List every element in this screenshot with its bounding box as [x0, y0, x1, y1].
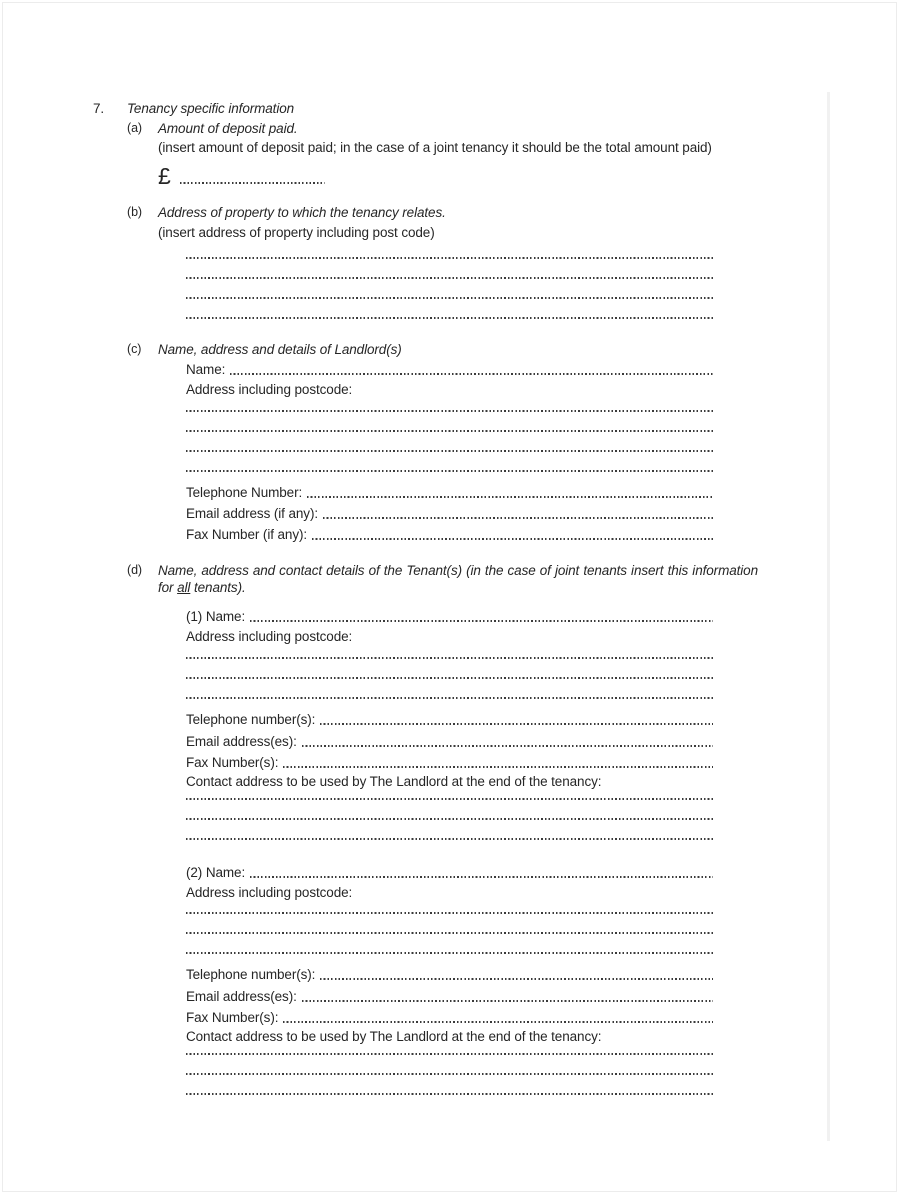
landlord-name-field [186, 361, 713, 378]
blank-line [283, 766, 713, 768]
tenant2-email-label: Email address(es): [186, 989, 297, 1004]
section-7 [93, 100, 758, 1095]
tenant2-name-field [186, 864, 713, 881]
blank-line [186, 430, 713, 432]
tenant2-email-field [186, 988, 713, 1005]
tenant1-email-label: Email address(es): [186, 734, 297, 749]
item-a-title: Amount of deposit paid. [158, 121, 298, 136]
blank-line [186, 410, 713, 412]
item-d-title-part2: tenants). [190, 580, 246, 595]
blank-line [302, 745, 713, 747]
section-heading [93, 100, 755, 117]
item-b-letter: (b) [127, 205, 142, 219]
item-b [127, 204, 755, 319]
blank-line [230, 373, 713, 375]
item-a-letter: (a) [127, 121, 142, 135]
blank-line [186, 1093, 713, 1095]
tenant2-name-label: (2) Name: [186, 865, 246, 880]
tenant1-contact-label: Contact address to be used by The Landlord at the end of the tenancy: [186, 774, 602, 789]
blank-line [320, 723, 713, 725]
section-number: 7. [93, 101, 105, 116]
tenant1-fax-label: Fax Number(s): [186, 755, 279, 770]
blank-line [307, 496, 713, 498]
tenant2-block [186, 864, 713, 1095]
blank-line [186, 297, 713, 299]
blank-line [186, 257, 713, 259]
item-d-title-underlined: all [177, 580, 191, 595]
item-d [127, 562, 758, 1095]
landlord-details-block [186, 361, 713, 543]
blank-line [320, 978, 713, 980]
tenant2-fax-field [186, 1009, 713, 1026]
tenant2-address-label: Address including postcode: [186, 885, 353, 900]
tenant2-contact-label: Contact address to be used by The Landlord at the end of the tenancy: [186, 1029, 602, 1044]
blank-line [312, 538, 713, 540]
landlord-name-label: Name: [186, 362, 226, 377]
blank-line [323, 517, 713, 519]
blank-line [186, 657, 713, 659]
landlord-email-field [186, 505, 713, 522]
landlord-telephone-field [186, 484, 713, 501]
item-d-title [158, 562, 758, 596]
tenant1-telephone-field [186, 711, 713, 728]
blank-line [302, 1000, 713, 1002]
item-d-title-part1: Name, address and contact details of the Tenant(s) (in the case of joint tenants insert this information for [158, 563, 758, 595]
landlord-address-label: Address including postcode: [186, 382, 353, 397]
landlord-telephone-label: Telephone Number: [186, 485, 303, 500]
item-c-letter: (c) [127, 342, 142, 356]
item-a [127, 120, 755, 188]
deposit-blank-line [180, 182, 325, 184]
landlord-fax-field [186, 526, 713, 543]
tenant1-fax-field [186, 754, 713, 771]
item-b-note: (insert address of property including post code) [158, 225, 435, 240]
scan-edge-artifact [827, 92, 830, 1141]
tenant1-email-field [186, 733, 713, 750]
blank-line [250, 620, 713, 622]
landlord-email-label: Email address (if any): [186, 506, 318, 521]
blank-line [186, 952, 713, 954]
section-title: Tenancy specific information [127, 101, 295, 116]
item-c-title: Name, address and details of Landlord(s) [158, 342, 402, 357]
blank-line [186, 818, 713, 820]
blank-line [186, 798, 713, 800]
blank-line [283, 1021, 713, 1023]
deposit-amount-field [158, 162, 755, 188]
blank-line [186, 1073, 713, 1075]
blank-line [186, 932, 713, 934]
blank-line [186, 912, 713, 914]
pound-symbol: £ [158, 163, 171, 189]
tenant2-telephone-label: Telephone number(s): [186, 967, 316, 982]
tenant1-name-label: (1) Name: [186, 609, 246, 624]
tenant1-address-label: Address including postcode: [186, 629, 353, 644]
tenant1-telephone-label: Telephone number(s): [186, 712, 316, 727]
blank-line [186, 677, 713, 679]
tenant2-telephone-field [186, 966, 713, 983]
blank-line [186, 277, 713, 279]
blank-line [186, 697, 713, 699]
blank-line [250, 876, 713, 878]
tenant1-block [186, 608, 713, 840]
blank-line [186, 450, 713, 452]
landlord-fax-label: Fax Number (if any): [186, 527, 308, 542]
blank-line [186, 317, 713, 319]
blank-line [186, 470, 713, 472]
item-a-note: (insert amount of deposit paid; in the case of a joint tenancy it should be the total amount paid) [158, 140, 712, 155]
property-address-lines [186, 257, 713, 319]
tenant2-fax-label: Fax Number(s): [186, 1010, 279, 1025]
tenant1-name-field [186, 608, 713, 625]
blank-line [186, 1053, 713, 1055]
blank-line [186, 838, 713, 840]
item-c [127, 341, 755, 543]
item-d-letter: (d) [127, 563, 142, 577]
item-b-title: Address of property to which the tenancy relates. [158, 205, 446, 220]
